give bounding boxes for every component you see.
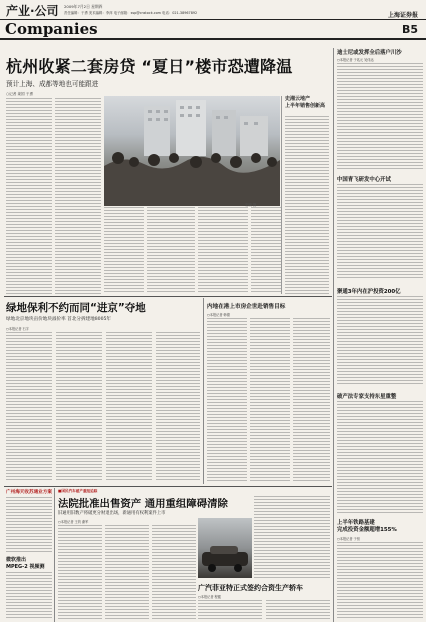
- bottom-top-rule: [4, 486, 332, 487]
- bottom-red-label: ■国民汽车破产重组追踪: [58, 489, 98, 493]
- lead-headline: 杭州收紧二套房贷 “夏日”楼市恐遭降温: [6, 57, 293, 76]
- mid-subhead: 绿地北京地块亩价地块溢价率 首北分拆建地8005年: [6, 317, 112, 322]
- bottom-text-col2: [105, 525, 149, 620]
- right-article-5-text: [337, 542, 423, 618]
- mid-side-title: 内地在港上市房企世赴销售目标: [207, 304, 286, 310]
- mid-byline: ○本报记者 石宇: [6, 327, 29, 331]
- lead-text-col4: [147, 207, 195, 294]
- bottom-side-title: 广汽菲亚特正式签约合资生产轿车: [198, 584, 303, 592]
- right-col-divider: [333, 48, 334, 622]
- mid-text-col3: [106, 332, 152, 482]
- mid-text-col2: [56, 332, 102, 482]
- bottom-left2-title: 微软推出 MPEG-2 视频测: [6, 557, 45, 570]
- lead-text-col3: [104, 207, 144, 294]
- lead-text-col1: [6, 98, 52, 294]
- lead-photo: [104, 96, 280, 206]
- lead-text-col6: [251, 207, 281, 294]
- bottom-subhead: 旧通用旧数产将破更分财退出场，新通用有权利案件上市: [58, 511, 166, 516]
- sidebar-box-title: 史湘云地产 上半年销售创新高: [285, 96, 326, 109]
- right-article-1-title: 迪士尼或发挥全后落户川沙: [337, 50, 402, 56]
- car-factory-illustration: [198, 518, 252, 578]
- page-number: B5: [401, 23, 418, 36]
- mid-side-text-col1: [207, 318, 247, 482]
- masthead-bottom-rule: [0, 38, 426, 40]
- lead-text-col5: [198, 207, 248, 294]
- bottom-side-text-a: [254, 496, 330, 578]
- right-article-3-title: 聚通3年内在沪投资200亿: [337, 289, 401, 295]
- bottom-side-text-b2: [266, 600, 330, 620]
- bottom-side-byline: ○本报记者 程健: [198, 595, 221, 599]
- right-article-5-title: 上半年铁路基建 完成投资金额超增155%: [337, 520, 397, 533]
- mid-text-col4: [156, 332, 200, 482]
- building-crowd-illustration: [104, 96, 280, 206]
- paper-name: 上海证券报: [387, 12, 418, 19]
- mid-side-divider: [203, 298, 204, 484]
- right-article-4-text: [337, 401, 423, 513]
- bottom-headline: 法院批准出售资产 通用重组障碍清除: [58, 498, 228, 510]
- bottom-photo: [198, 518, 252, 578]
- section-title: 产业·公司: [6, 4, 59, 18]
- mid-text-col1: [6, 332, 52, 482]
- section-english: Companies: [5, 20, 98, 38]
- date-line: 2009年7月2日 星期四: [64, 4, 103, 9]
- right-article-5-byline: ○本报记者 于恒: [337, 537, 360, 541]
- bottom-text-col3: [152, 525, 196, 620]
- right-article-1-text: [337, 63, 423, 171]
- mid-side-text-col3: [293, 318, 330, 482]
- bottom-left-divider: [54, 488, 55, 622]
- right-article-1-byline: ○本报记者 于兆元 吴伟达: [337, 58, 374, 62]
- bottom-left2-text: [6, 572, 52, 620]
- mid-headline: 绿地保利不约而同“进京”夺地: [6, 302, 146, 314]
- right-article-4-title: 破产法专家支持东星重整: [337, 394, 397, 400]
- right-article-2-title: 中国青飞研发中心开试: [337, 177, 391, 183]
- bottom-side-text-b1: [198, 600, 262, 620]
- bottom-byline: ○本报记者 王钧 谢军: [58, 520, 89, 524]
- sidebar-box-text: [285, 116, 329, 294]
- masthead: [0, 0, 426, 44]
- bottom-left-text: [6, 497, 52, 553]
- mid-side-byline: ○本报记者 韩德: [207, 313, 230, 317]
- editor-line: 责任编辑：于勇 美术编辑：李萍 电子邮箱：ssp@cnstock.com 电话：021-38967892: [64, 11, 198, 15]
- lead-subhead: 预计上海、成都等地也可能跟进: [6, 80, 99, 88]
- bottom-text-col1: [58, 525, 102, 620]
- right-article-2-text: [337, 184, 423, 280]
- lead-text-col2: [55, 98, 101, 294]
- mid-side-text-col2: [250, 318, 290, 482]
- bottom-left-title: 广州海天收苏通业方案: [6, 490, 52, 495]
- mid-top-rule: [4, 296, 332, 297]
- lead-photo-caption: 史晓 摄: [245, 203, 257, 207]
- lead-byline: ○记者 姜国 于勇: [6, 92, 33, 96]
- right-article-3-text: [337, 296, 423, 384]
